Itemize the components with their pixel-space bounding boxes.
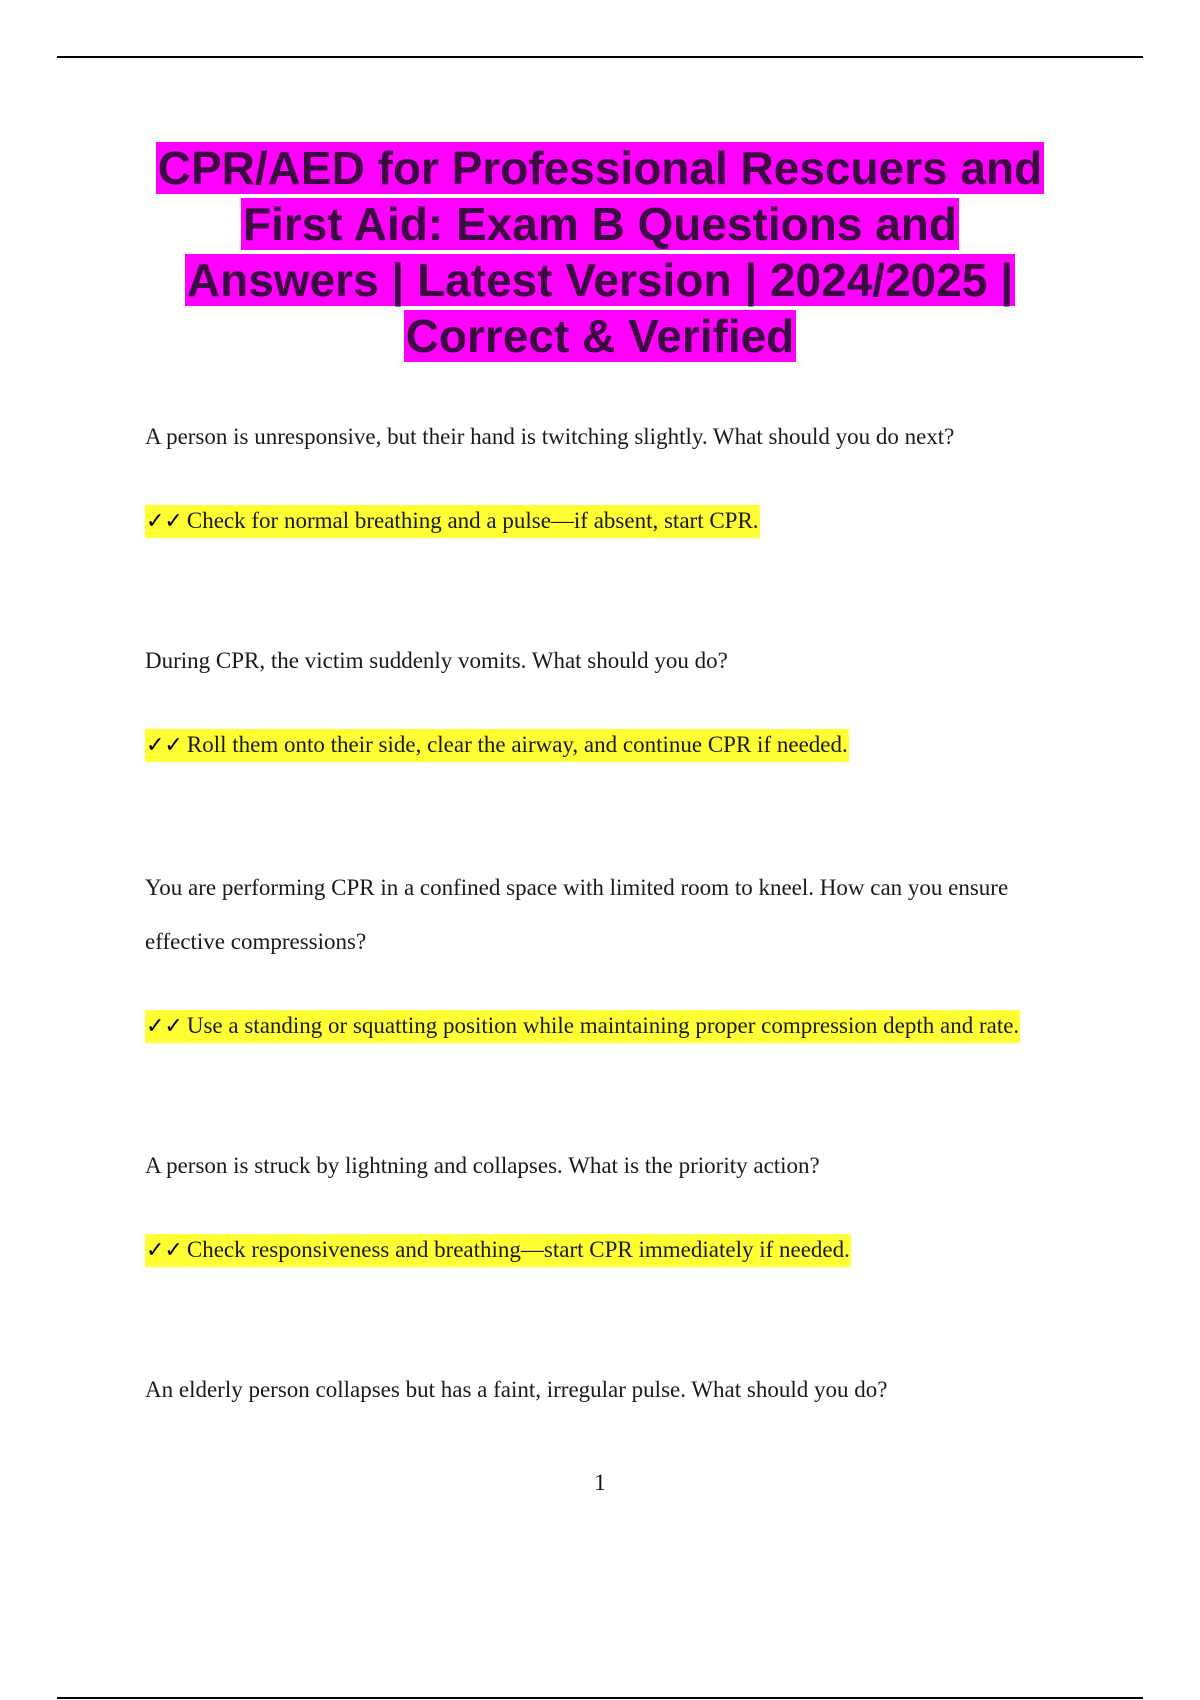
answer-highlight bbox=[145, 1010, 1020, 1043]
document-title bbox=[100, 140, 1100, 364]
double-check-icon: ✓✓ bbox=[146, 1014, 183, 1039]
double-check-icon: ✓✓ bbox=[146, 733, 183, 758]
page-number: 1 bbox=[594, 1470, 606, 1495]
title-line-3: Answers | Latest Version | 2024/2025 | bbox=[186, 254, 1014, 306]
answer-text: Use a standing or squatting position while maintaining proper compression depth and rate. bbox=[186, 1013, 1020, 1038]
title-line-4: Correct & Verified bbox=[405, 310, 795, 362]
answer-highlight bbox=[145, 505, 760, 538]
question-text-line-2: effective compressions? bbox=[145, 929, 367, 954]
question-text: A person is unresponsive, but their hand is twitching slightly. What should you do next? bbox=[145, 424, 955, 449]
answer-2 bbox=[145, 718, 1075, 772]
question-text: During CPR, the victim suddenly vomits. What should you do? bbox=[145, 648, 728, 673]
question-5 bbox=[145, 1363, 1075, 1417]
answer-3 bbox=[145, 999, 1075, 1053]
answer-highlight bbox=[145, 729, 849, 762]
question-text: An elderly person collapses but has a faint, irregular pulse. What should you do? bbox=[145, 1377, 888, 1402]
answer-text: Roll them onto their side, clear the airway, and continue CPR if needed. bbox=[186, 732, 848, 757]
question-4 bbox=[145, 1139, 1075, 1193]
question-3 bbox=[145, 861, 1075, 969]
double-check-icon: ✓✓ bbox=[146, 1238, 183, 1263]
answer-highlight bbox=[145, 1234, 851, 1267]
question-text: A person is struck by lightning and collapses. What is the priority action? bbox=[145, 1153, 820, 1178]
double-check-icon: ✓✓ bbox=[146, 509, 183, 534]
question-1 bbox=[145, 410, 1075, 464]
title-line-2: First Aid: Exam B Questions and bbox=[243, 198, 957, 250]
title-line-1: CPR/AED for Professional Rescuers and bbox=[157, 142, 1043, 194]
answer-4 bbox=[145, 1223, 1075, 1277]
question-2 bbox=[145, 634, 1075, 688]
answer-1 bbox=[145, 494, 1075, 548]
footer-rule bbox=[57, 1697, 1143, 1699]
question-text-line-1: You are performing CPR in a confined space with limited room to kneel. How can you ensure bbox=[145, 875, 1009, 900]
header-rule bbox=[57, 56, 1143, 58]
answer-text: Check for normal breathing and a pulse—if absent, start CPR. bbox=[186, 508, 759, 533]
answer-text: Check responsiveness and breathing—start CPR immediately if needed. bbox=[186, 1237, 850, 1262]
